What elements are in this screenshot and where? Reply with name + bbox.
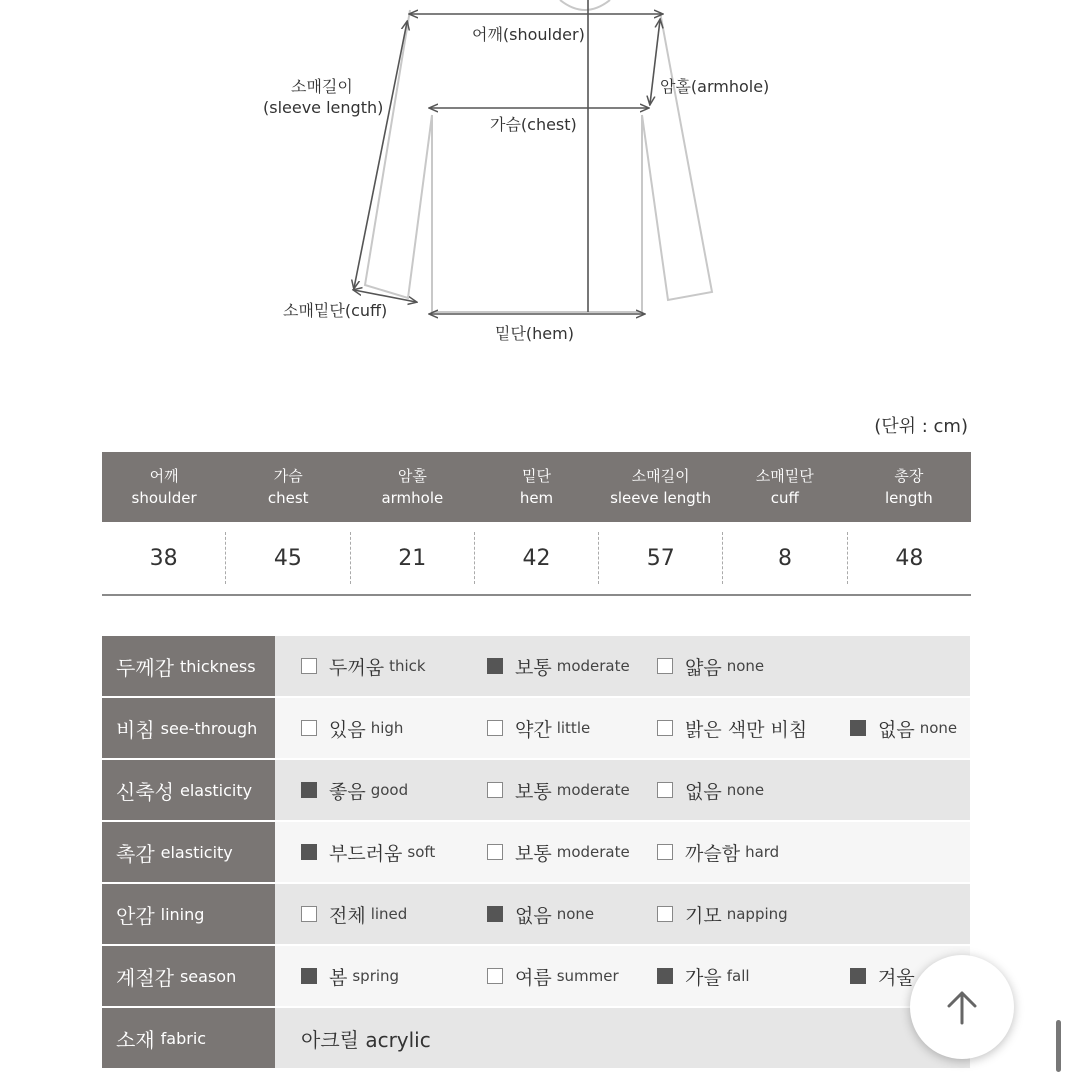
- option-en: fall: [726, 967, 750, 985]
- checkbox-checked: [301, 844, 317, 860]
- checkbox-checked: [657, 968, 673, 984]
- scroll-to-top-button[interactable]: [910, 955, 1014, 1059]
- checkbox-checked: [487, 906, 503, 922]
- row-header-ko: 촉감: [116, 841, 155, 866]
- row-header-en: see-through: [160, 718, 258, 738]
- option-en: summer: [556, 967, 619, 985]
- option: [657, 822, 779, 882]
- value-sleeve-length: 57: [599, 532, 723, 584]
- row-options: [275, 884, 970, 944]
- option-en: thick: [389, 657, 426, 675]
- value-armhole: 21: [351, 532, 475, 584]
- option: [301, 884, 407, 944]
- row-options: [275, 760, 970, 820]
- size-table: [102, 452, 971, 596]
- unit-label: (단위 : cm): [874, 416, 968, 437]
- option-ko: 보통: [515, 842, 552, 865]
- attr-row-season: [102, 946, 970, 1006]
- header-cuff: [723, 452, 847, 522]
- option: [487, 698, 590, 758]
- sleeve-length-label-en: (sleeve length): [263, 98, 384, 117]
- option-ko: 전체: [329, 904, 366, 927]
- sleeve-length-label-ko: 소매길이: [291, 77, 353, 96]
- option-en: moderate: [556, 781, 630, 799]
- row-options: [275, 946, 970, 1006]
- option-en: none: [556, 905, 595, 923]
- checkbox: [657, 782, 673, 798]
- row-header-ko: 신축성: [116, 779, 174, 804]
- header-ko: 암홀: [397, 467, 427, 485]
- row-header-en: elasticity: [160, 842, 233, 862]
- value-shoulder: 38: [102, 532, 226, 584]
- option-ko: 봄: [329, 966, 348, 989]
- row-header: [102, 760, 275, 820]
- value-hem: 42: [475, 532, 599, 584]
- row-header-ko: 소재: [116, 1027, 155, 1052]
- attr-row-touch: [102, 822, 970, 882]
- checkbox: [487, 782, 503, 798]
- value-length: 48: [895, 545, 924, 571]
- row-header: [102, 946, 275, 1006]
- row-header-en: elasticity: [179, 780, 253, 800]
- option: [657, 636, 764, 696]
- row-header: [102, 884, 275, 944]
- header-en: shoulder: [131, 489, 197, 507]
- fabric-attributes-table: [102, 636, 970, 1070]
- header-en: sleeve length: [610, 489, 712, 507]
- option: [850, 946, 915, 1006]
- header-hem: [474, 452, 598, 522]
- shoulder-label: 어깨(shoulder): [472, 25, 585, 44]
- checkbox: [301, 720, 317, 736]
- header-ko: 소매길이: [631, 467, 690, 485]
- row-header-ko: 안감: [116, 903, 155, 928]
- option: [301, 760, 408, 820]
- header-ko: 총장: [894, 467, 924, 485]
- checkbox: [487, 720, 503, 736]
- header-ko: 소매밑단: [755, 467, 814, 485]
- option-ko: 기모: [685, 904, 722, 927]
- header-en: chest: [267, 489, 309, 507]
- header-en: hem: [519, 489, 554, 507]
- option-ko: 없음: [685, 780, 722, 803]
- option: [301, 822, 435, 882]
- header-ko: 가슴: [273, 467, 303, 485]
- option: [487, 946, 619, 1006]
- option: [657, 946, 750, 1006]
- checkbox: [657, 844, 673, 860]
- option-en: hard: [745, 843, 780, 861]
- option-ko: 약간: [515, 718, 552, 741]
- checkbox-checked: [487, 658, 503, 674]
- attr-row-see-through: [102, 698, 970, 758]
- header-en: length: [885, 489, 933, 507]
- checkbox: [487, 968, 503, 984]
- option: [487, 822, 630, 882]
- option-en: high: [370, 719, 404, 737]
- option: [301, 698, 403, 758]
- attr-row-elasticity: [102, 760, 970, 820]
- checkbox: [657, 720, 673, 736]
- hem-label: 밑단(hem): [495, 324, 574, 343]
- size-table-header: [102, 452, 971, 522]
- value-cuff: 8: [723, 532, 847, 584]
- fabric-value: 아크릴 acrylic: [301, 1027, 431, 1052]
- checkbox-checked: [850, 720, 866, 736]
- option-ko: 겨울: [878, 966, 915, 989]
- header-en: cuff: [770, 489, 799, 507]
- header-shoulder: [102, 452, 226, 522]
- row-header: [102, 1008, 275, 1068]
- checkbox: [487, 844, 503, 860]
- header-armhole: [350, 452, 474, 522]
- option-en: spring: [352, 967, 400, 985]
- option: [301, 946, 399, 1006]
- row-header: [102, 636, 275, 696]
- header-sleeve-length: [599, 452, 723, 522]
- checkbox-checked: [850, 968, 866, 984]
- measurement-diagram: [0, 0, 1072, 360]
- chest-label: 가슴(chest): [490, 115, 577, 134]
- option: [657, 884, 788, 944]
- size-table-values: [102, 522, 971, 596]
- option-ko: 없음: [515, 904, 552, 927]
- header-length: [847, 452, 971, 522]
- option-ko: 가을: [685, 966, 722, 989]
- scrollbar-thumb[interactable]: [1056, 1020, 1061, 1072]
- option-en: good: [370, 781, 409, 799]
- option-ko: 밝은 색만 비침: [685, 718, 808, 741]
- row-header-en: season: [179, 966, 237, 986]
- option: [487, 760, 630, 820]
- option-ko: 부드러움: [329, 842, 403, 865]
- row-header-ko: 비침: [116, 717, 155, 742]
- attr-row-lining: [102, 884, 970, 944]
- option-en: moderate: [556, 843, 630, 861]
- option: [487, 636, 630, 696]
- option-ko: 보통: [515, 780, 552, 803]
- option-ko: 여름: [515, 966, 552, 989]
- option: [657, 760, 764, 820]
- option-en: moderate: [556, 657, 630, 675]
- header-ko: 밑단: [522, 467, 551, 485]
- row-options: [275, 822, 970, 882]
- option-ko: 좋음: [329, 780, 366, 803]
- checkbox-checked: [301, 782, 317, 798]
- row-header-en: fabric: [160, 1028, 207, 1048]
- row-options: [275, 1008, 970, 1068]
- row-options: [275, 636, 970, 696]
- option-en: little: [556, 719, 591, 737]
- header-en: armhole: [381, 489, 444, 507]
- option-ko: 까슬함: [685, 842, 741, 865]
- row-header: [102, 822, 275, 882]
- option-en: napping: [726, 905, 788, 923]
- header-chest: [226, 452, 350, 522]
- checkbox: [657, 658, 673, 674]
- checkbox: [301, 658, 317, 674]
- row-header-en: lining: [160, 904, 205, 924]
- row-header: [102, 698, 275, 758]
- option-en: none: [919, 719, 958, 737]
- option: [657, 698, 807, 758]
- row-options: [275, 698, 970, 758]
- checkbox: [657, 906, 673, 922]
- option-ko: 두꺼움: [329, 656, 385, 679]
- option-ko: 얇음: [685, 656, 722, 679]
- checkbox: [301, 906, 317, 922]
- value-chest: 45: [226, 532, 350, 584]
- header-ko: 어깨: [149, 467, 179, 485]
- option-en: lined: [370, 905, 408, 923]
- row-header-ko: 계절감: [116, 965, 174, 990]
- option: [487, 884, 594, 944]
- checkbox-checked: [301, 968, 317, 984]
- arrow-up-icon: [942, 987, 982, 1027]
- option-ko: 없음: [878, 718, 915, 741]
- attr-row-fabric: [102, 1008, 970, 1068]
- option-en: soft: [407, 843, 436, 861]
- cuff-label: 소매밑단(cuff): [283, 301, 388, 320]
- row-header-en: thickness: [179, 656, 256, 676]
- option-ko: 보통: [515, 656, 552, 679]
- sweater-outline-graphic: [0, 0, 1072, 360]
- option-en: none: [726, 781, 765, 799]
- option: [850, 698, 957, 758]
- row-header-ko: 두께감: [116, 655, 174, 680]
- option: [301, 636, 426, 696]
- armhole-label: 암홀(armhole): [660, 77, 770, 96]
- option-en: none: [726, 657, 765, 675]
- attr-row-thickness: [102, 636, 970, 696]
- option-ko: 있음: [329, 718, 366, 741]
